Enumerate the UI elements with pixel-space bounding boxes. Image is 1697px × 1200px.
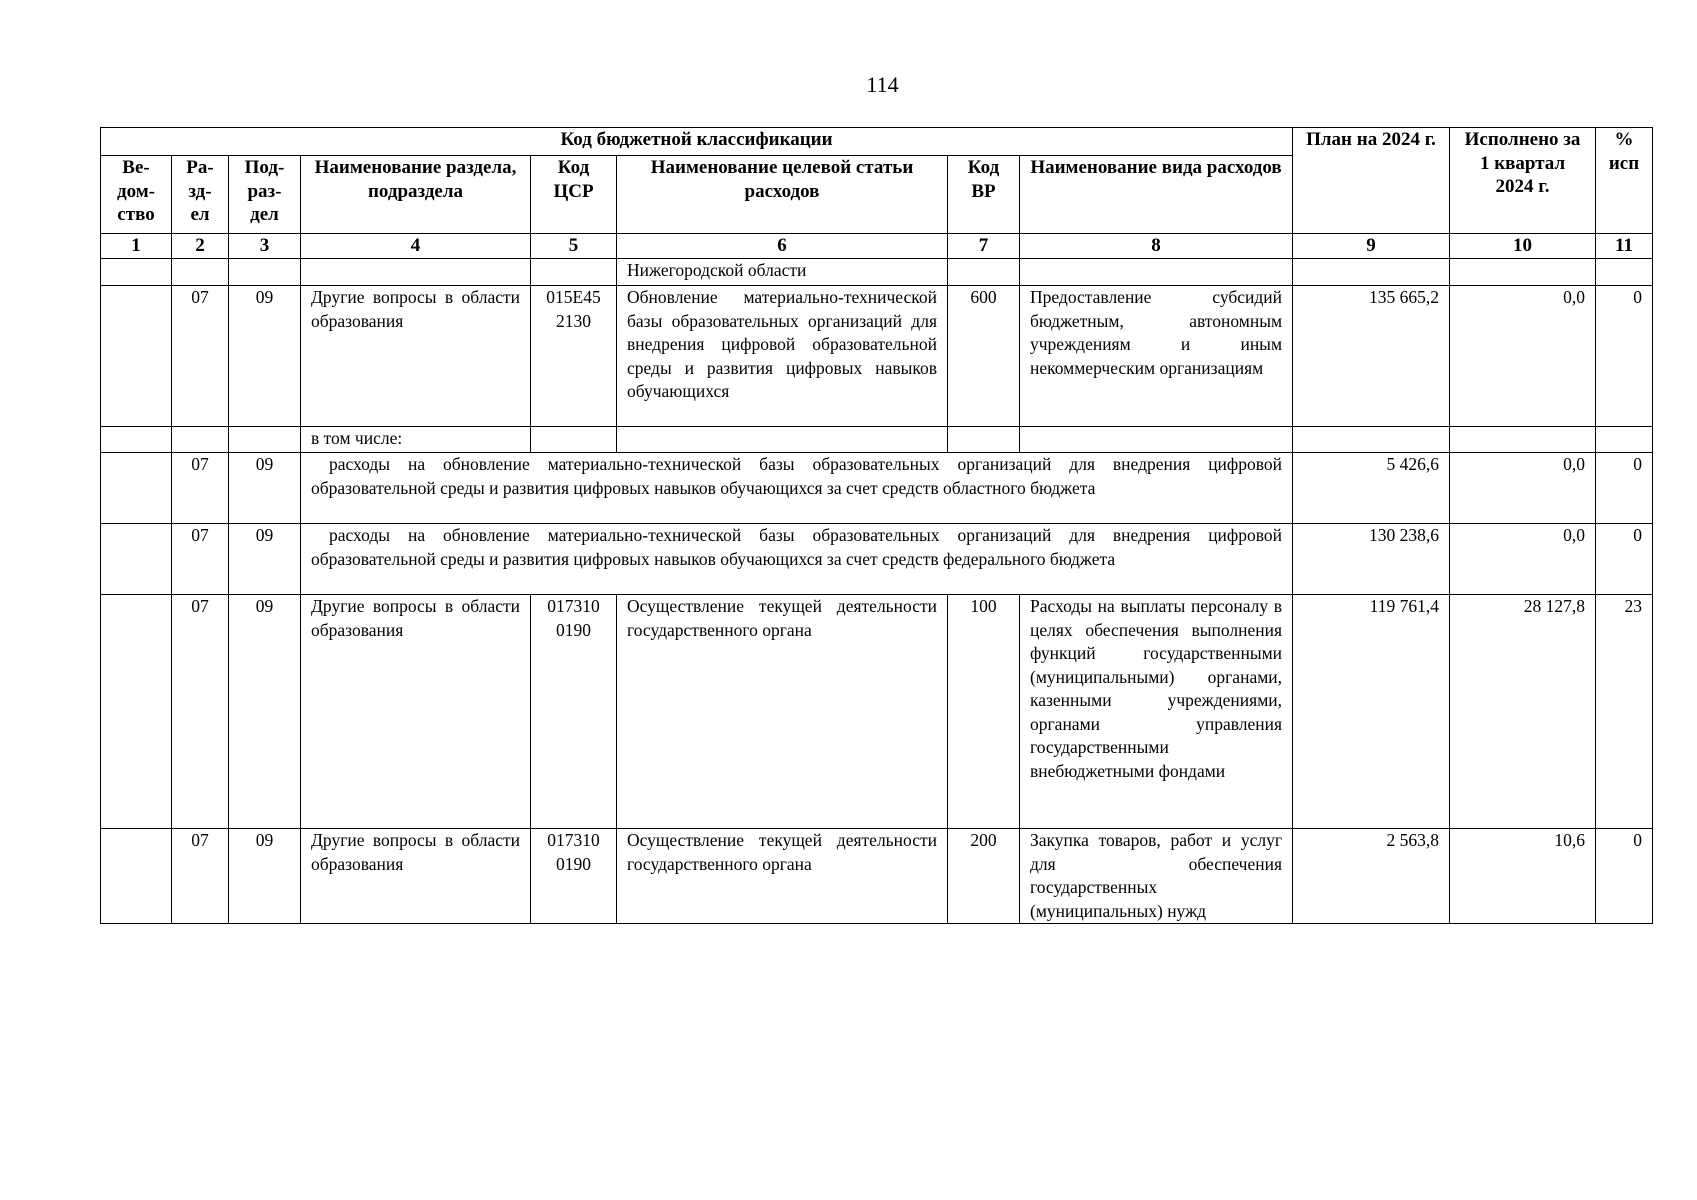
- vr-cell: 100: [948, 595, 1020, 829]
- table-row: [101, 259, 1653, 286]
- razdel-name-cell: Другие вопросы в области образования: [301, 829, 531, 924]
- col-number: 3: [229, 234, 301, 259]
- header-razdel: Ра-зд-ел: [172, 156, 229, 234]
- sub-row-text: расходы на обновление материально-технической базы образовательных организаций для внедрения цифровой образовательной среды и развития цифровых навыков обучающихся за счет средств областного бюджета: [301, 453, 1293, 524]
- target-name: Нижегородской области: [617, 259, 948, 286]
- header-target-name: Наименование целевой статьи расходов: [617, 156, 948, 234]
- razdel-cell: 07: [172, 595, 229, 829]
- podrazdel-cell: 09: [229, 595, 301, 829]
- table-row: [101, 524, 1653, 595]
- done-cell: 0,0: [1450, 286, 1596, 427]
- col-number: 11: [1596, 234, 1653, 259]
- table-row: [101, 595, 1653, 829]
- target-name-cell: Обновление материально-технической базы образовательных организаций для внедрения цифровой образовательной среды и развития цифровых навыков обучающихся: [617, 286, 948, 427]
- vr-name-cell: Закупка товаров, работ и услуг для обеспечения государственных (муниципальных) нужд: [1020, 829, 1293, 924]
- pct-cell: 0: [1596, 829, 1653, 924]
- razdel-cell: 07: [172, 453, 229, 524]
- podrazdel-cell: 09: [229, 524, 301, 595]
- csr-cell: 015E45 2130: [531, 286, 617, 427]
- pct-cell: 0: [1596, 286, 1653, 427]
- col-number: 6: [617, 234, 948, 259]
- plan-cell: 119 761,4: [1293, 595, 1450, 829]
- vr-cell: 200: [948, 829, 1020, 924]
- done-cell: 28 127,8: [1450, 595, 1596, 829]
- table-row: [101, 453, 1653, 524]
- sub-row-text: расходы на обновление материально-технической базы образовательных организаций для внедрения цифровой образовательной среды и развития цифровых навыков обучающихся за счет средств федерального бюджета: [301, 524, 1293, 595]
- col-number: 4: [301, 234, 531, 259]
- pct-cell: 0: [1596, 524, 1653, 595]
- plan-cell: 130 238,6: [1293, 524, 1450, 595]
- header-plan: План на 2024 г.: [1293, 128, 1450, 234]
- podrazdel-cell: 09: [229, 453, 301, 524]
- page-number: 114: [866, 72, 899, 97]
- header-vr-name: Наименование вида расходов: [1020, 156, 1293, 234]
- target-name-cell: Осуществление текущей деятельности государственного органа: [617, 829, 948, 924]
- done-cell: 0,0: [1450, 453, 1596, 524]
- including-label: в том числе:: [301, 427, 531, 453]
- vr-cell: 600: [948, 286, 1020, 427]
- col-number: 10: [1450, 234, 1596, 259]
- header-ved: Ве-дом-ство: [101, 156, 172, 234]
- col-number: 7: [948, 234, 1020, 259]
- header-group: Код бюджетной классификации: [101, 128, 1293, 156]
- budget-table: [100, 127, 1653, 924]
- podrazdel-cell: 09: [229, 829, 301, 924]
- plan-cell: 2 563,8: [1293, 829, 1450, 924]
- table-row: [101, 427, 1653, 453]
- col-number: 2: [172, 234, 229, 259]
- razdel-cell: 07: [172, 524, 229, 595]
- header-podrazdel: Под-раз-дел: [229, 156, 301, 234]
- vr-name-cell: Предоставление субсидий бюджетным, автономным учреждениям и иным некоммерческим организациям: [1020, 286, 1293, 427]
- col-number: 1: [101, 234, 172, 259]
- razdel-name-cell: Другие вопросы в области образования: [301, 595, 531, 829]
- header-done: Исполнено за 1 квартал 2024 г.: [1450, 128, 1596, 234]
- done-cell: 10,6: [1450, 829, 1596, 924]
- plan-cell: 135 665,2: [1293, 286, 1450, 427]
- header-razdel-name: Наименование раздела, подраздела: [301, 156, 531, 234]
- pct-cell: 23: [1596, 595, 1653, 829]
- header-csr: Код ЦСР: [531, 156, 617, 234]
- table-row: [101, 829, 1653, 924]
- header-vr: Код ВР: [948, 156, 1020, 234]
- plan-cell: 5 426,6: [1293, 453, 1450, 524]
- col-number: 9: [1293, 234, 1450, 259]
- pct-cell: 0: [1596, 453, 1653, 524]
- col-number: 5: [531, 234, 617, 259]
- csr-cell: 017310 0190: [531, 829, 617, 924]
- vr-name-cell: Расходы на выплаты персоналу в целях обеспечения выполнения функций государственными (муниципальными) органами, казенными учреждениями, органами управления государственными внебюджетными фондами: [1020, 595, 1293, 829]
- table-row: [101, 286, 1653, 427]
- done-cell: 0,0: [1450, 524, 1596, 595]
- razdel-name-cell: Другие вопросы в области образования: [301, 286, 531, 427]
- csr-cell: 017310 0190: [531, 595, 617, 829]
- header-pct: % исп: [1596, 128, 1653, 234]
- podrazdel-cell: 09: [229, 286, 301, 427]
- col-number: 8: [1020, 234, 1293, 259]
- target-name-cell: Осуществление текущей деятельности государственного органа: [617, 595, 948, 829]
- razdel-cell: 07: [172, 829, 229, 924]
- razdel-cell: 07: [172, 286, 229, 427]
